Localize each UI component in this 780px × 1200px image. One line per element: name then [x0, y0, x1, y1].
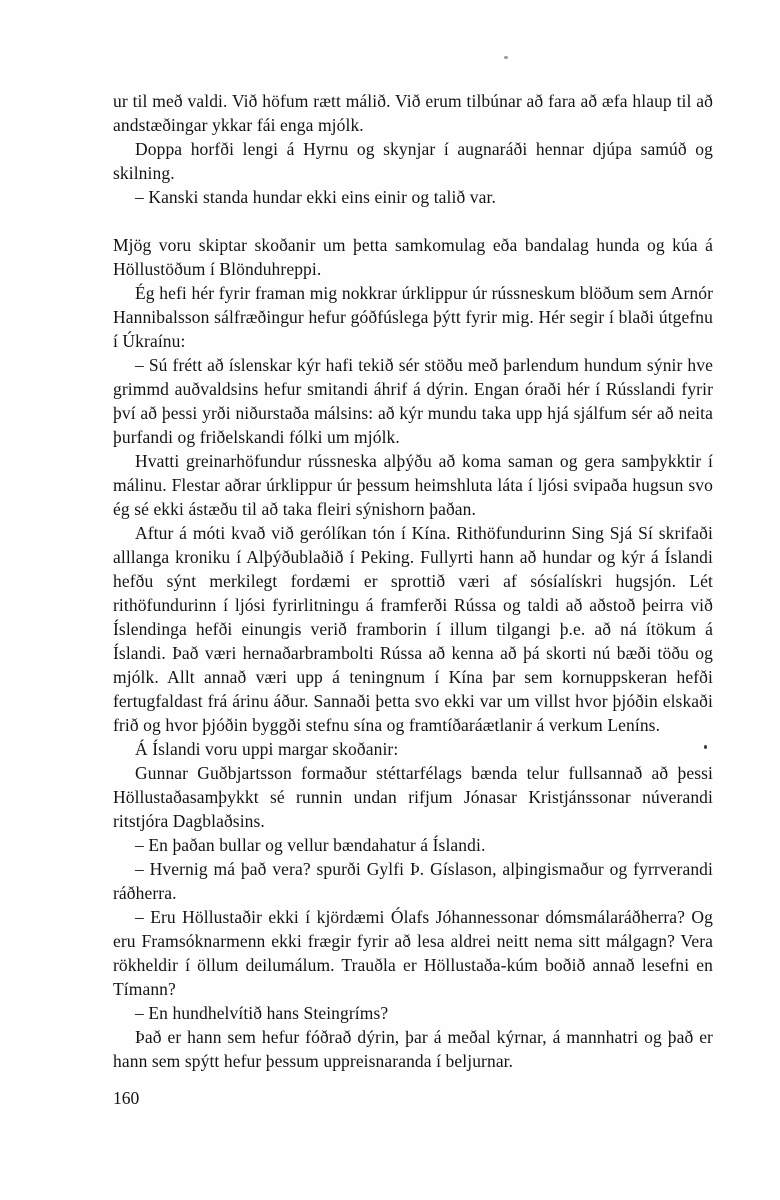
- paragraph: Doppa horfði lengi á Hyrnu og skynjar í augnaráði hennar djúpa samúð og skilning.: [113, 139, 713, 183]
- body-text: [113, 89, 713, 1073]
- scan-speck: [504, 56, 508, 59]
- paragraph-continuation: ur til með valdi. Við höfum rætt málið. Við erum tilbúnar að fara að æfa hlaup til að andstæðingar ykkar fái enga mjólk.: [113, 91, 713, 135]
- paragraph-dialogue: – En þaðan bullar og vellur bændahatur á Íslandi.: [135, 835, 486, 855]
- paragraph-dialogue: – Eru Höllustaðir ekki í kjördæmi Ólafs Jóhannessonar dómsmálaráðherra? Og eru Framsóknarmenn ekki frægir fyrir að lesa aldrei neitt nema sitt málgagn? Vera rökheldir í öllum deilumálum. Trauðla er Höllustaða-kúm boðið annað lesefni en Tímann?: [113, 907, 713, 999]
- paragraph: Ég hefi hér fyrir framan mig nokkrar úrklippur úr rússneskum blöðum sem Arnór Hannibalsson sálfræðingur hefur góðfúslega þýtt fyrir mig. Hér segir í blaði útgefnu í Úkraínu:: [113, 283, 713, 351]
- paragraph: Aftur á móti kvað við gerólíkan tón í Kína. Rithöfundurinn Sing Sjá Sí skrifaði alllanga kroniku í Alþýðublaðið í Peking. Fullyrti hann að hundar og kýr á Íslandi hefðu sýnt merkilegt fordæmi er sprottið væri af sósíalískri hugsjón. Lét rithöfundurinn í ljósi fyrirlitningu á framferði Rússa og taldi að aðstoð þeirra við Íslendinga hefði einungis verið framborin í illum tilgangi þ.e. að ná ítökum á Íslandi. Það væri hernaðarbrambolti Rússa að kenna að þá skorti nú bæði töðu og mjólk. Allt annað væri upp á teningnum í Kína þar sem kornuppskeran hefði fertugfaldast frá árinu áður. Sannaði þetta svo ekki var um villst hvor þjóðin elskaði frið og hvor þjóðin byggði stefnu sína og framtíðaráætlanir á verkum Leníns.: [113, 523, 713, 735]
- page-number: 160: [113, 1088, 140, 1108]
- paragraph-dialogue: – En hundhelvítið hans Steingríms?: [135, 1003, 389, 1023]
- paragraph-dialogue: – Hvernig má það vera? spurði Gylfi Þ. Gíslason, alþingismaður og fyrrverandi ráðherra.: [113, 859, 713, 903]
- paragraph-section-start: Mjög voru skiptar skoðanir um þetta samkomulag eða bandalag hunda og kúa á Höllustöðum í Blönduhreppi.: [113, 235, 713, 279]
- paragraph: Það er hann sem hefur fóðrað dýrin, þar á meðal kýrnar, á mannhatri og það er hann sem spýtt hefur þessum uppreisnaranda í beljurnar.: [113, 1027, 713, 1071]
- paragraph-dialogue: – Sú frétt að íslenskar kýr hafi tekið sér stöðu með þarlendum hundum sýnir hve grimmd auðvaldsins hefur smitandi áhrif á dýrin. Engan óraði hér í Rússlandi fyrir því að þessi yrði niðurstaða málsins: að kýr mundu taka upp hjá sjálfum sér að neita þurfandi og friðelskandi fólki um mjólk.: [113, 355, 713, 447]
- paragraph: Hvatti greinarhöfundur rússneska alþýðu að koma saman og gera samþykktir í málinu. Flestar aðrar úrklippur úr þessum heimshluta láta í ljósi svipaða hugsun svo ég sé ekki ástæðu til að taka fleiri sýnishorn þaðan.: [113, 451, 713, 519]
- paragraph: Gunnar Guðbjartsson formaður stéttarfélags bænda telur fullsannað að þessi Höllustaðasamþykkt sé runnin undan rifjum Jónasar Kristjánssonar núverandi ritstjóra Dagblaðsins.: [113, 763, 713, 831]
- paragraph-dialogue: – Kanski standa hundar ekki eins einir og talið var.: [135, 187, 496, 207]
- paragraph: Á Íslandi voru uppi margar skoðanir:: [135, 739, 399, 759]
